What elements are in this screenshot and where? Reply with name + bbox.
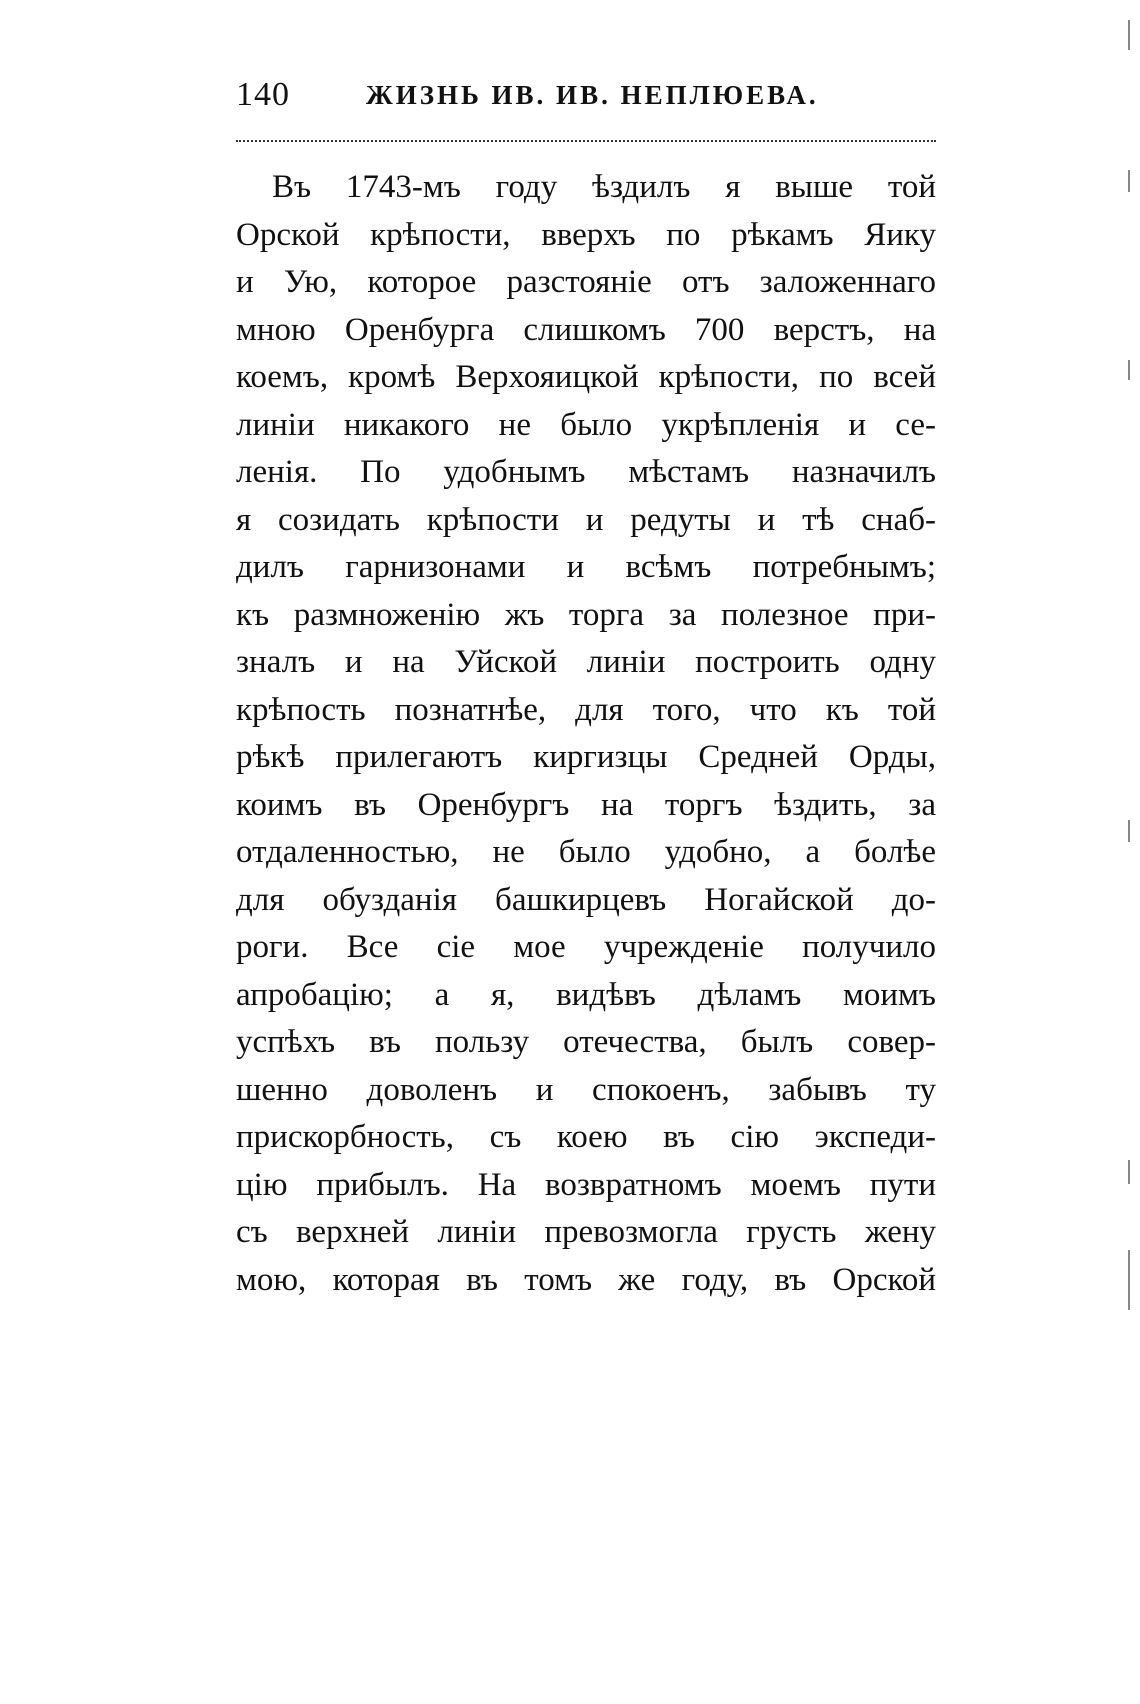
scan-edge-mark <box>1128 1160 1130 1184</box>
text-line: для обузданія башкирцевъ Ногайской до- <box>236 881 936 918</box>
scan-edge-mark <box>1128 1250 1130 1310</box>
text-line: шенно доволенъ и спокоенъ, забывъ ту <box>236 1071 936 1108</box>
body-text <box>236 164 936 1304</box>
scan-edge-mark <box>1128 20 1130 50</box>
scan-edge-mark <box>1128 170 1130 192</box>
text-line: линіи никакого не было укрѣпленія и се- <box>236 406 936 443</box>
text-line: отдаленностью, не было удобно, а болѣе <box>236 834 936 870</box>
text-line: Орской крѣпости, вверхъ по рѣкамъ Яику <box>236 216 936 253</box>
header-rule <box>236 140 936 142</box>
text-line: прискорбность, съ коею въ сію экспеди- <box>236 1119 936 1155</box>
text-line: Въ 1743-мъ году ѣздилъ я выше той <box>272 169 936 205</box>
text-line: съ верхней линіи превозмогла грусть жену <box>236 1214 936 1250</box>
text-line: къ размноженію жъ торга за полезное при- <box>236 596 936 633</box>
text-line: мною Оренбурга слишкомъ 700 верстъ, на <box>236 311 936 348</box>
text-line: зналъ и на Уйской линіи построить одну <box>236 644 936 680</box>
text-line: успѣхъ въ пользу отечества, былъ совер- <box>236 1024 936 1060</box>
text-line: коимъ въ Оренбургъ на торгъ ѣздить, за <box>236 786 936 823</box>
text-line: роги. Все сіе мое учрежденіе получило <box>236 929 936 965</box>
text-line: крѣпость познатнѣе, для того, что къ той <box>236 691 936 728</box>
text-line: я созидать крѣпости и редуты и тѣ снаб- <box>236 501 936 538</box>
text-line: и Ую, которое разстояніе отъ заложеннаго <box>236 264 936 300</box>
scan-edge-mark <box>1128 360 1130 380</box>
text-line: апробацію; а я, видѣвъ дѣламъ моимъ <box>236 976 936 1013</box>
text-line: мою, которая въ томъ же году, въ Орской <box>236 1261 936 1298</box>
text-line: дилъ гарнизонами и всѣмъ потребнымъ; <box>236 549 936 585</box>
text-line: цію прибылъ. На возвратномъ моемъ пути <box>236 1166 936 1203</box>
text-line: коемъ, кромѣ Верхояицкой крѣпости, по всей <box>236 359 936 395</box>
running-title: ЖИЗНЬ ИВ. ИВ. НЕПЛЮЕВА. <box>366 80 819 110</box>
page-header <box>236 70 936 120</box>
text-line: ленія. По удобнымъ мѣстамъ назначилъ <box>236 454 936 490</box>
text-line: рѣкѣ прилегаютъ киргизцы Средней Орды, <box>236 739 936 775</box>
page-number: 140 <box>236 76 290 113</box>
scan-edge-mark <box>1128 820 1130 842</box>
